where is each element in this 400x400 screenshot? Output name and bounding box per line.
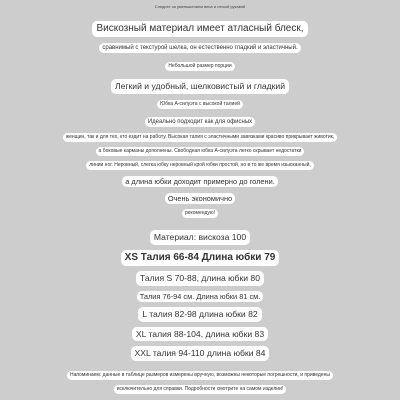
description-line-7: женщин, так и для тех, кто ездит на работу. Высокая талия с эластичными завязками красиво прикрывает животик,	[63, 133, 338, 142]
size-row-xl: XL талия 88-104, длина юбки 83	[132, 327, 268, 342]
description-line-11: Очень экономично	[165, 193, 235, 204]
description-line-3: Небольшой размер порции	[165, 62, 234, 71]
description-line-2: сравнимый с текстурой шелка, он естественно гладкий и эластичный.	[99, 43, 300, 53]
description-line-9: линии ног. Неровный, слегка юбку неровный крой юбки простой, но в то же время изысканный,	[86, 161, 314, 170]
description-line-8: а боковые карманы дополнены. Свободная юбка A-силуэта легко скрывает недостатки	[96, 147, 305, 156]
description-line-10: а длина юбки доходит примерно до голени.	[122, 176, 278, 187]
description-line-12: рекомендую!	[182, 209, 218, 218]
size-row-l: L талия 82-98 длина юбки 82	[138, 307, 261, 322]
description-line-5: Юбка A-силуэта с высокой талией	[157, 100, 243, 109]
material-spec: Материал: вискоза 100	[150, 230, 250, 245]
size-row-s: Талия S 70-88, длина юбки 80	[136, 271, 264, 286]
description-line-6: Идеально подходит как для офисных	[145, 117, 255, 127]
size-row-xs: XS Талия 66-84 Длина юбки 79	[121, 250, 280, 266]
description-line-4: Легкий и удобный, шелковистый и гладкий	[111, 79, 289, 94]
footer-disclaimer-line-1: Напоминаем: данные в таблице размеров измерены вручную, возможны некоторые погрешности, и приведены	[67, 371, 333, 380]
description-line-1: Вискозный материал имеет атласный блеск,	[92, 21, 307, 37]
size-row-m: Талия 76-94 см. Длина юбки 81 см.	[137, 291, 264, 302]
size-row-xxl: XXL талия 94-110 длина юбки 84	[131, 346, 270, 361]
header-note: Следите за уменьшением веса и легкой рукавой	[154, 4, 246, 9]
footer-disclaimer-line-2: исключительно для справки. Подробности смотрите на самом изделии!	[114, 385, 287, 394]
